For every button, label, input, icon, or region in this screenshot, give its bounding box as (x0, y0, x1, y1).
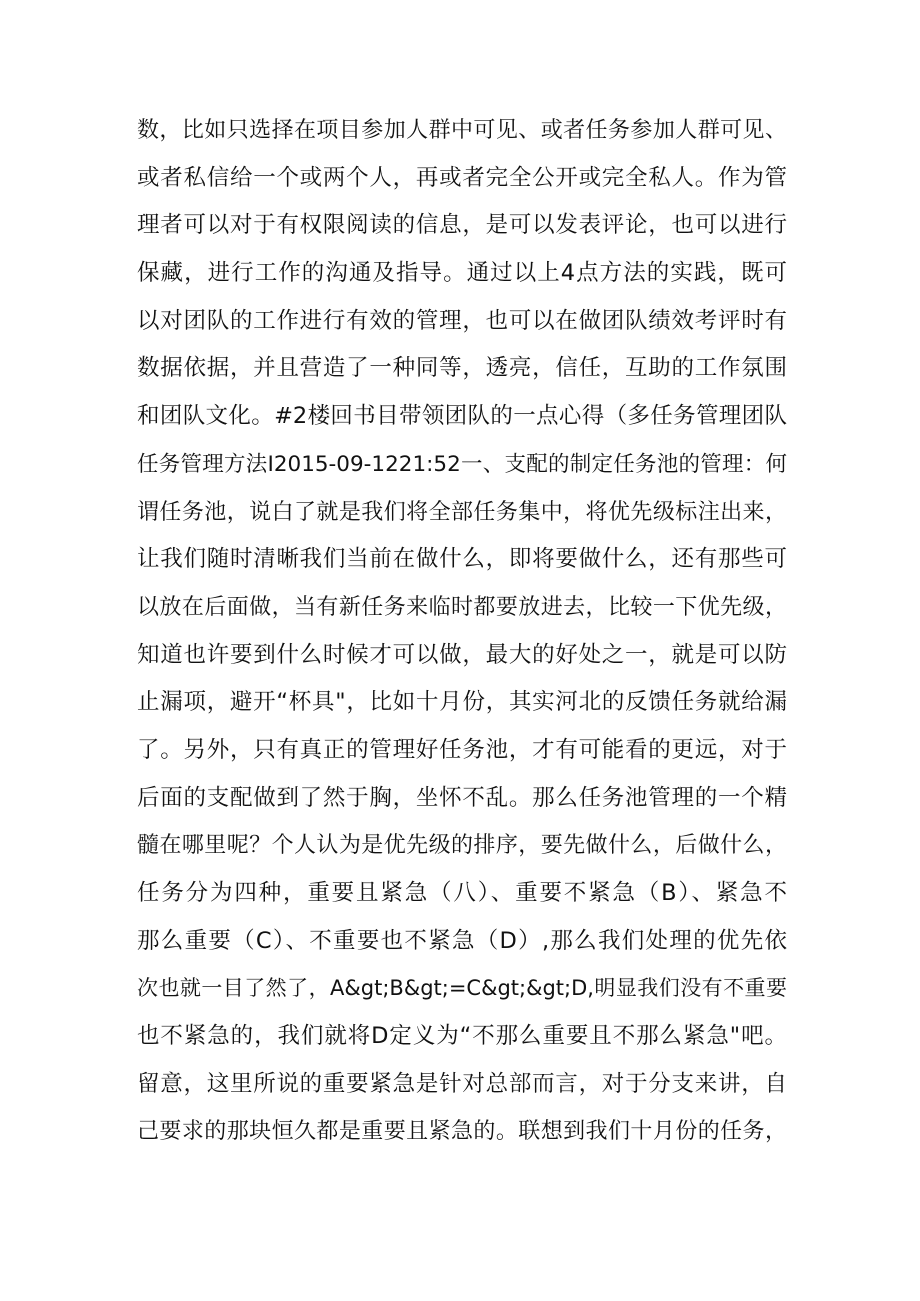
text-line: 知道也许要到什么时候才可以做，最大的好处之一，就是可以防 (137, 641, 787, 668)
text-line: 谓任务池，说白了就是我们将全部任务集中，将优先级标注出来， (137, 499, 787, 525)
text-line: 次也就一目了然了，A&gt;B&gt;=C&gt;&gt;D,明显我们没有不重要 (137, 976, 787, 1001)
text-line: 那么重要（C）、不重要也不紧急（D）,那么我们处理的优先依 (137, 927, 787, 954)
text-line: 任务管理方法I2015-09-1221:52一、支配的制定任务池的管理：何 (137, 451, 787, 477)
text-line: 也不紧急的，我们就将D定义为“不那么重要且不那么紧急"吧。 (137, 1023, 787, 1050)
text-line: 或者私信给一个或两个人，再或者完全公开或完全私人。作为管 (137, 164, 787, 191)
text-line: 髓在哪里呢？个人认为是优先级的排序，要先做什么，后做什么， (137, 833, 787, 859)
text-line: 留意，这里所说的重要紧急是针对总部而言，对于分支来讲，自 (137, 1070, 787, 1097)
text-line: 数据依据，并且营造了一种同等，透亮，信任，互助的工作氛围 (137, 355, 787, 382)
text-line: 以对团队的工作进行有效的管理，也可以在做团队绩效考评时有 (137, 307, 787, 334)
text-line: 任务分为四种，重要且紧急（八）、重要不紧急（B）、紧急不 (137, 880, 787, 906)
text-line: 数，比如只选择在项目参加人群中可见、或者任务参加人群可见、 (137, 118, 787, 143)
text-line: 理者可以对于有权限阅读的信息，是可以发表评论，也可以进行 (137, 212, 787, 239)
text-line: 保藏，进行工作的沟通及指导。通过以上4点方法的实践，既可 (137, 260, 787, 287)
text-line: 己要求的那块恒久都是重要且紧急的。联想到我们十月份的任务， (137, 1119, 787, 1145)
text-line: 止漏项，避开“杯具"，比如十月份，其实河北的反馈任务就给漏 (137, 689, 787, 716)
text-line: 和团队文化。#2楼回书目带领团队的一点心得（多任务管理团队 (137, 403, 787, 430)
text-line: 后面的支配做到了然于胸，坐怀不乱。那么任务池管理的一个精 (137, 784, 787, 811)
text-line: 了。另外，只有真正的管理好任务池，才有可能看的更远，对于 (137, 736, 787, 763)
text-line: 让我们随时清晰我们当前在做什么，即将要做什么，还有那些可 (137, 546, 787, 573)
text-line: 以放在后面做，当有新任务来临时都要放进去，比较一下优先级， (137, 594, 787, 620)
body-text (137, 107, 787, 1156)
